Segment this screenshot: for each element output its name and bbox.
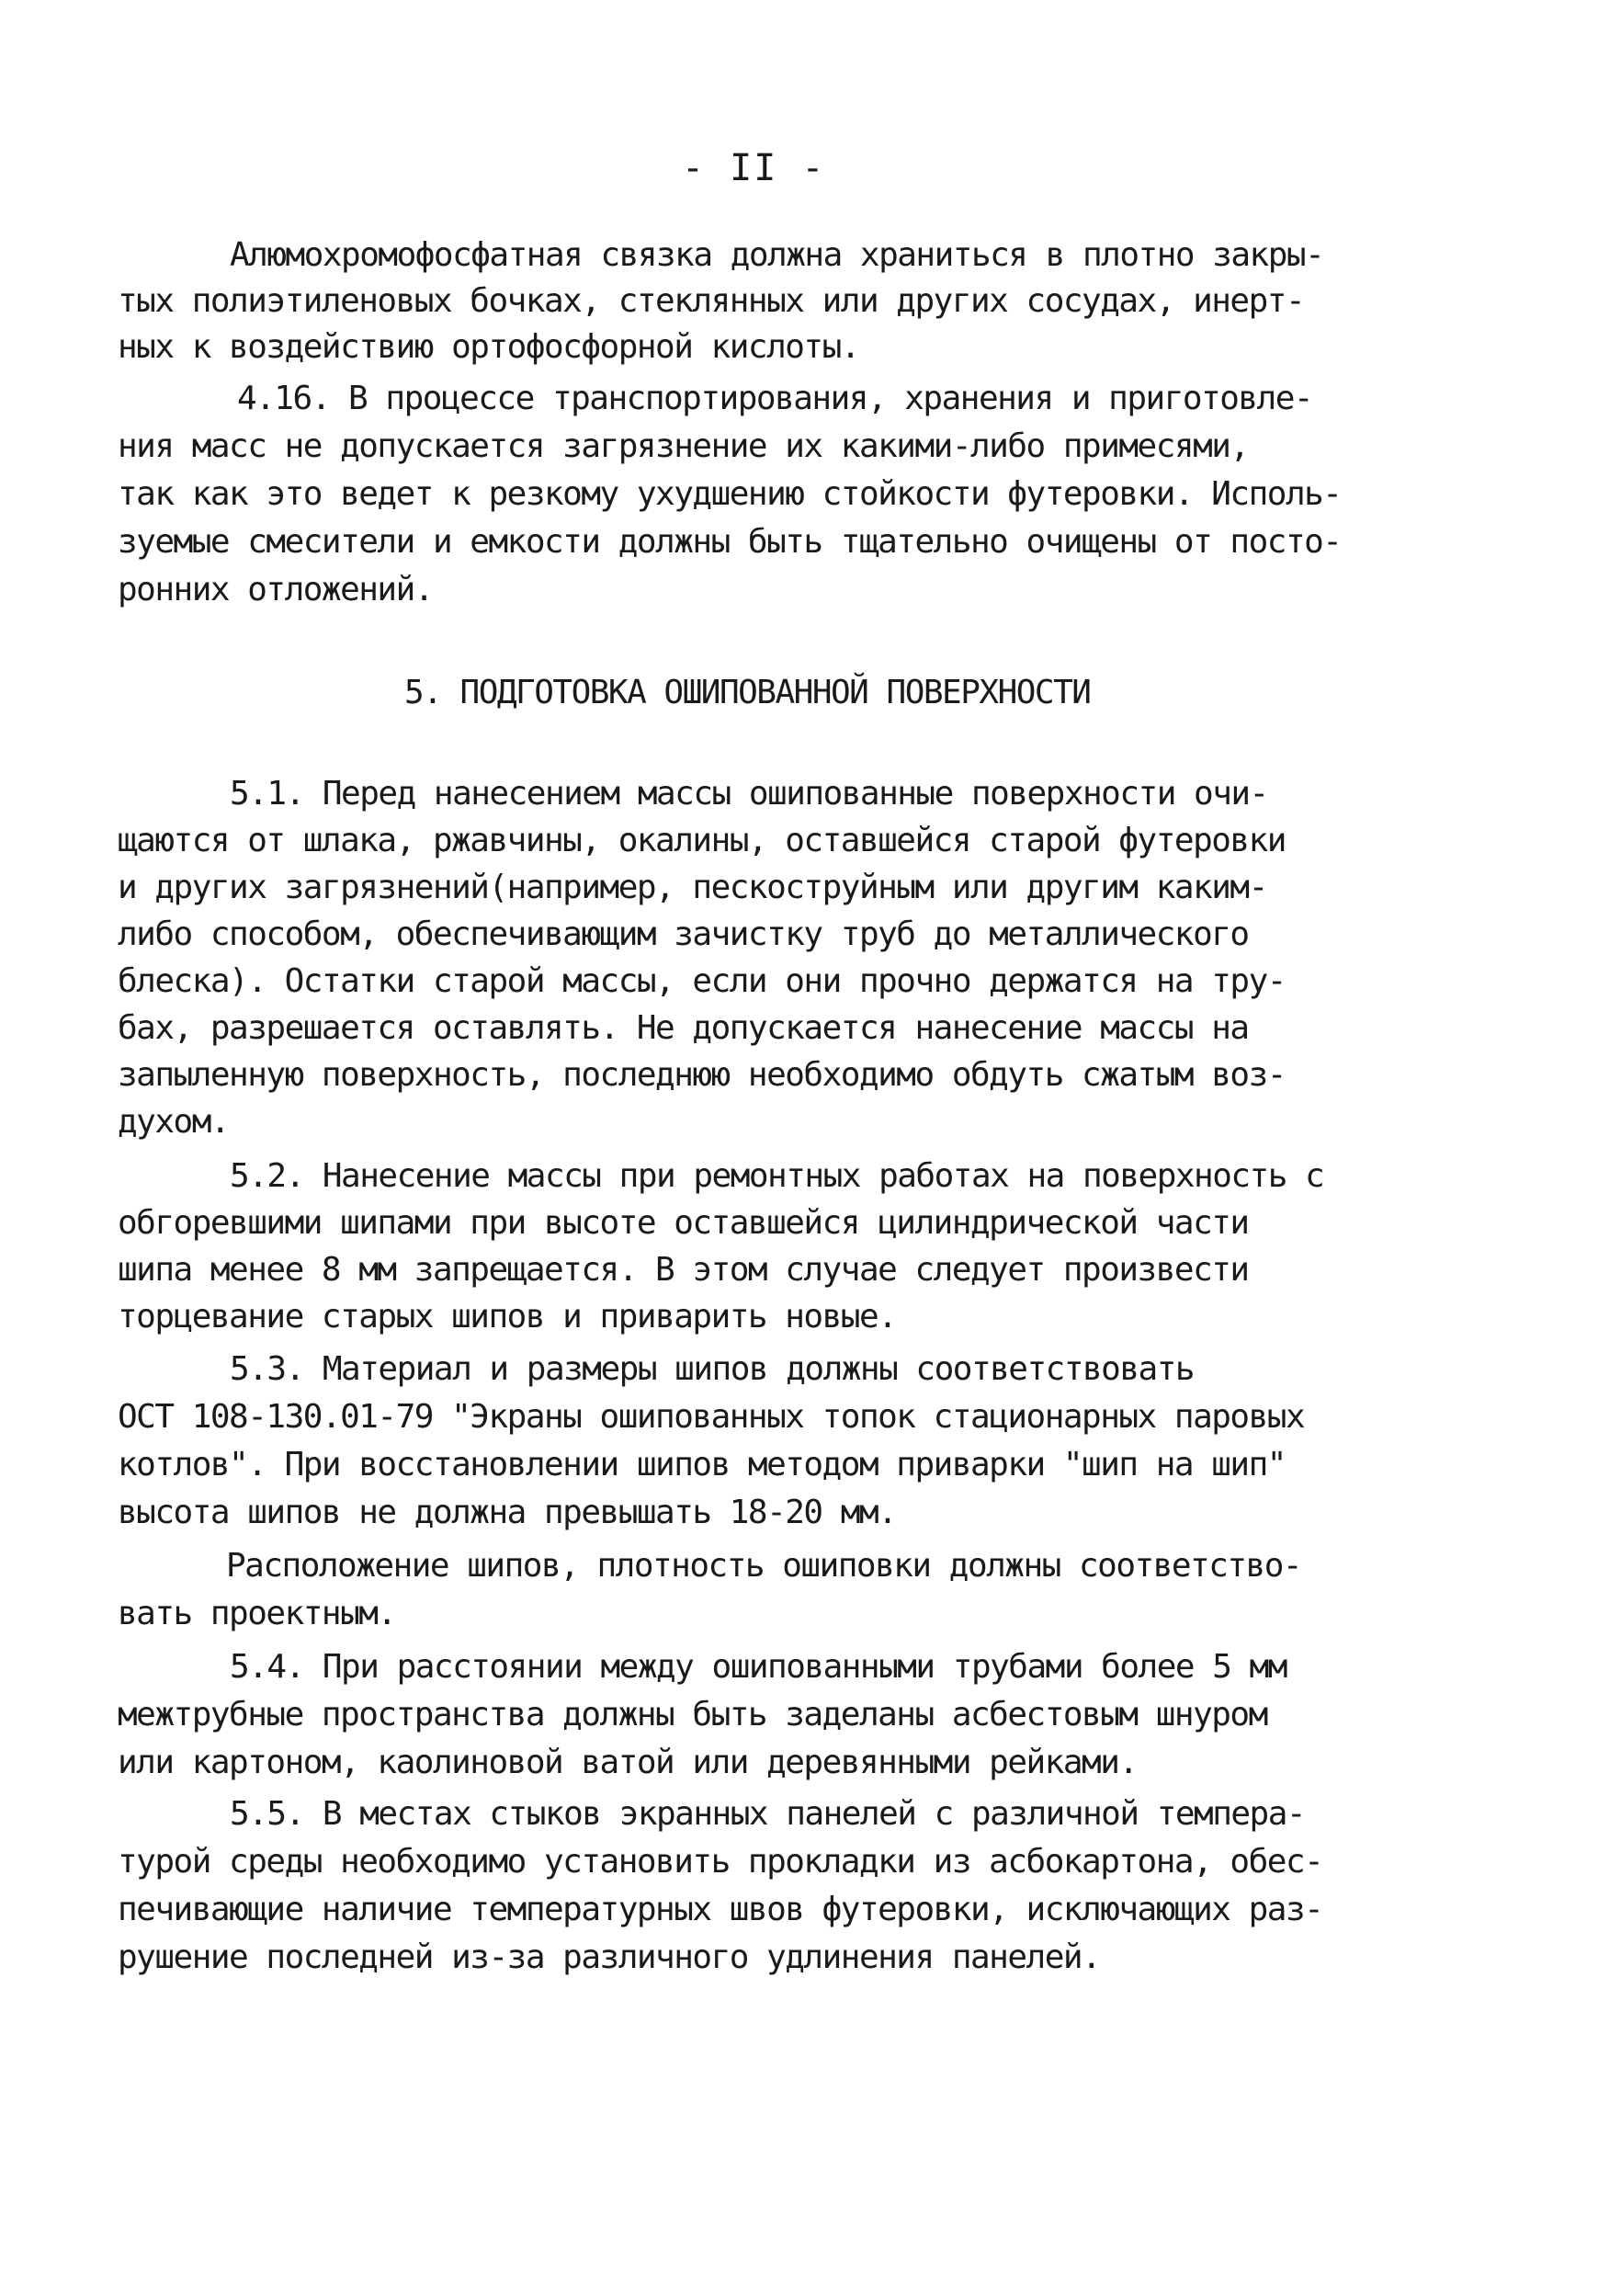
- paragraph-line: ния масс не допускается загрязнение их какими-либо примесями,: [118, 427, 1249, 465]
- paragraph-line: 5.4. При расстоянии между ошипованными трубами более 5 мм: [230, 1648, 1286, 1686]
- paragraph-line: ОСТ 108-130.01-79 "Экраны ошипованных топок стационарных паровых: [118, 1398, 1305, 1436]
- paragraph-line: ных к воздействию ортофосфорной кислоты.: [118, 328, 859, 366]
- paragraph-line: так как это ведет к резкому ухудшению стойкости футеровки. Исполь-: [118, 475, 1342, 513]
- paragraph-line: зуемые смесители и емкости должны быть тщательно очищены от посто-: [118, 523, 1342, 561]
- paragraph-line: духом.: [118, 1103, 230, 1141]
- paragraph-line: рушение последней из-за различного удлинения панелей.: [118, 1938, 1101, 1976]
- paragraph-line: либо способом, обеспечивающим зачистку труб до металлического: [118, 915, 1249, 953]
- paragraph-line: Расположение шипов, плотность ошиповки должны соответство-: [226, 1547, 1302, 1585]
- paragraph-line: вать проектным.: [118, 1595, 396, 1632]
- paragraph-line: котлов". При восстановлении шипов методом приварки "шип на шип": [118, 1446, 1286, 1483]
- paragraph-line: печивающие наличие температурных швов футеровки, исключающих раз-: [118, 1891, 1323, 1928]
- paragraph-line: или картоном, каолиновой ватой или деревянными рейками.: [118, 1744, 1138, 1781]
- paragraph-line: высота шипов не должна превышать 18-20 мм.: [118, 1494, 897, 1531]
- paragraph-line: ронних отложений.: [118, 571, 433, 608]
- paragraph-line: 4.16. В процессе транспортирования, хранения и приготовле-: [237, 380, 1313, 417]
- paragraph-line: блеска). Остатки старой массы, если они прочно держатся на тру-: [118, 962, 1286, 1000]
- paragraph-line: тых полиэтиленовых бочках, стеклянных или других сосудах, инерт-: [118, 282, 1305, 320]
- paragraph-line: Алюмохромофосфатная связка должна храниться в плотно закры-: [230, 236, 1324, 274]
- paragraph-line: бах, разрешается оставлять. Не допускается нанесение массы на: [118, 1009, 1249, 1047]
- paragraph-line: щаются от шлака, ржавчины, окалины, оставшейся старой футеровки: [118, 822, 1286, 859]
- paragraph-line: 5.2. Нанесение массы при ремонтных работах на поверхность с: [230, 1157, 1324, 1195]
- paragraph-line: 5.3. Материал и размеры шипов должны соответствовать: [230, 1350, 1195, 1388]
- paragraph-line: обгоревшими шипами при высоте оставшейся цилиндрической части: [118, 1204, 1249, 1242]
- page-number: - II -: [682, 147, 826, 189]
- paragraph-line: 5.1. Перед нанесением массы ошипованные поверхности очи-: [230, 775, 1268, 813]
- paragraph-line: турой среды необходимо установить прокладки из асбокартона, обес-: [118, 1843, 1323, 1881]
- paragraph-line: 5.5. В местах стыков экранных панелей с различной темпера-: [230, 1795, 1306, 1833]
- paragraph-line: межтрубные пространства должны быть заделаны асбестовым шнуром: [118, 1696, 1267, 1733]
- paragraph-line: шипа менее 8 мм запрещается. В этом случае следует произвести: [118, 1251, 1249, 1289]
- paragraph-line: запыленную поверхность, последнюю необходимо обдуть сжатым воз-: [118, 1056, 1286, 1094]
- section-heading: 5. ПОДГОТОВКА ОШИПОВАННОЙ ПОВЕРХНОСТИ: [404, 674, 1091, 711]
- paragraph-line: торцевание старых шипов и приварить новые.: [118, 1298, 897, 1336]
- paragraph-line: и других загрязнений(например, пескоструйным или другим каким-: [118, 869, 1267, 906]
